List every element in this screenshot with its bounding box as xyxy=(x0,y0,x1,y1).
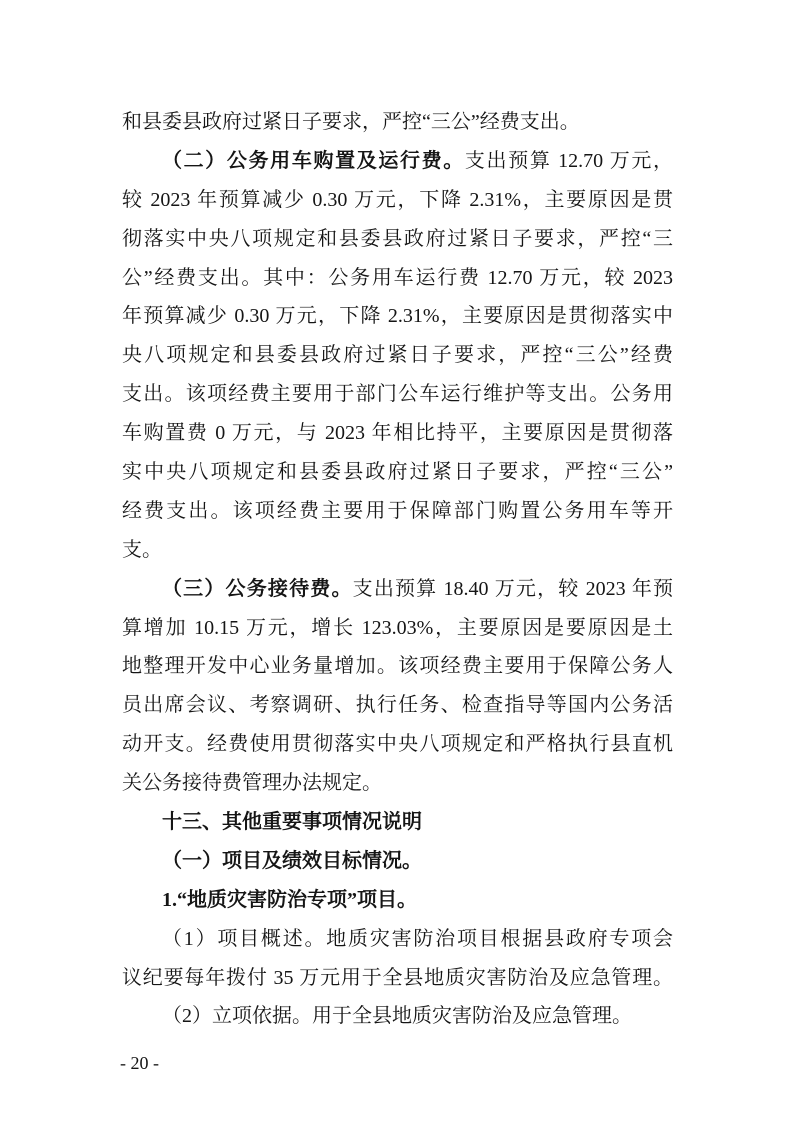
vehicle-section-line: 彻落实中央八项规定和县委县政府过紧日子要求，严控“三 xyxy=(122,227,673,250)
continuation-line: 和县委县政府过紧日子要求，严控“三公”经费支出。 xyxy=(122,111,580,133)
project-overview-line: （1）项目概述。地质灾害防治项目根据县政府专项会 xyxy=(162,927,673,950)
vehicle-section-line: 公”经费支出。其中：公务用车运行费 12.70 万元，较 2023 xyxy=(122,266,673,289)
vehicle-section-line: 较 2023 年预算减少 0.30 万元，下降 2.31%，主要原因是贯 xyxy=(122,188,673,211)
vehicle-section-line: 车购置费 0 万元，与 2023 年相比持平，主要原因是贯彻落 xyxy=(122,422,673,445)
vehicle-section-heading: （二）公务用车购置及运行费。 xyxy=(162,149,465,172)
reception-section-line: 关公务接待费管理办法规定。 xyxy=(122,772,382,795)
reception-section-line: 员出席会议、考察调研、执行任务、检查指导等国内公务活 xyxy=(122,694,673,717)
vehicle-section-lead-text: 支出预算 12.70 万元， xyxy=(464,149,673,172)
vehicle-section-line: 经费支出。该项经费主要用于保障部门购置公务用车等开 xyxy=(122,499,673,522)
vehicle-section-line: 实中央八项规定和县委县政府过紧日子要求，严控“三公” xyxy=(122,461,673,484)
page-number: - 20 - xyxy=(120,1053,159,1073)
project-overview-line: 议纪要每年拨付 35 万元用于全县地质灾害防治及应急管理。 xyxy=(122,966,673,989)
vehicle-section-line: 年预算减少 0.30 万元，下降 2.31%，主要原因是贯彻落实中 xyxy=(122,305,673,328)
section-13-title: 十三、其他重要事项情况说明 xyxy=(162,811,422,834)
project-basis-line: （2）立项依据。用于全县地质灾害防治及应急管理。 xyxy=(162,1005,632,1028)
reception-section-first-line xyxy=(162,570,673,609)
vehicle-section-line: 支。 xyxy=(122,538,162,561)
vehicle-section-line: 支出。该项经费主要用于部门公车运行维护等支出。公务用 xyxy=(122,383,673,406)
reception-section-line: 算增加 10.15 万元，增长 123.03%，主要原因是要原因是土 xyxy=(122,616,673,639)
project-title: 1.“地质灾害防治专项”项目。 xyxy=(162,888,417,911)
reception-section-heading: （三）公务接待费。 xyxy=(162,577,353,600)
section-13-subheading: （一）项目及绩效目标情况。 xyxy=(162,849,422,872)
document-body xyxy=(122,103,673,1036)
vehicle-section-line: 央八项规定和县委县政府过紧日子要求，严控“三公”经费 xyxy=(122,344,673,367)
vehicle-section-first-line xyxy=(162,142,673,181)
reception-section-line: 动开支。经费使用贯彻落实中央八项规定和严格执行县直机 xyxy=(122,733,673,756)
reception-section-line: 地整理开发中心业务量增加。该项经费主要用于保障公务人 xyxy=(122,655,673,678)
reception-section-lead-text: 支出预算 18.40 万元，较 2023 年预 xyxy=(352,577,673,600)
